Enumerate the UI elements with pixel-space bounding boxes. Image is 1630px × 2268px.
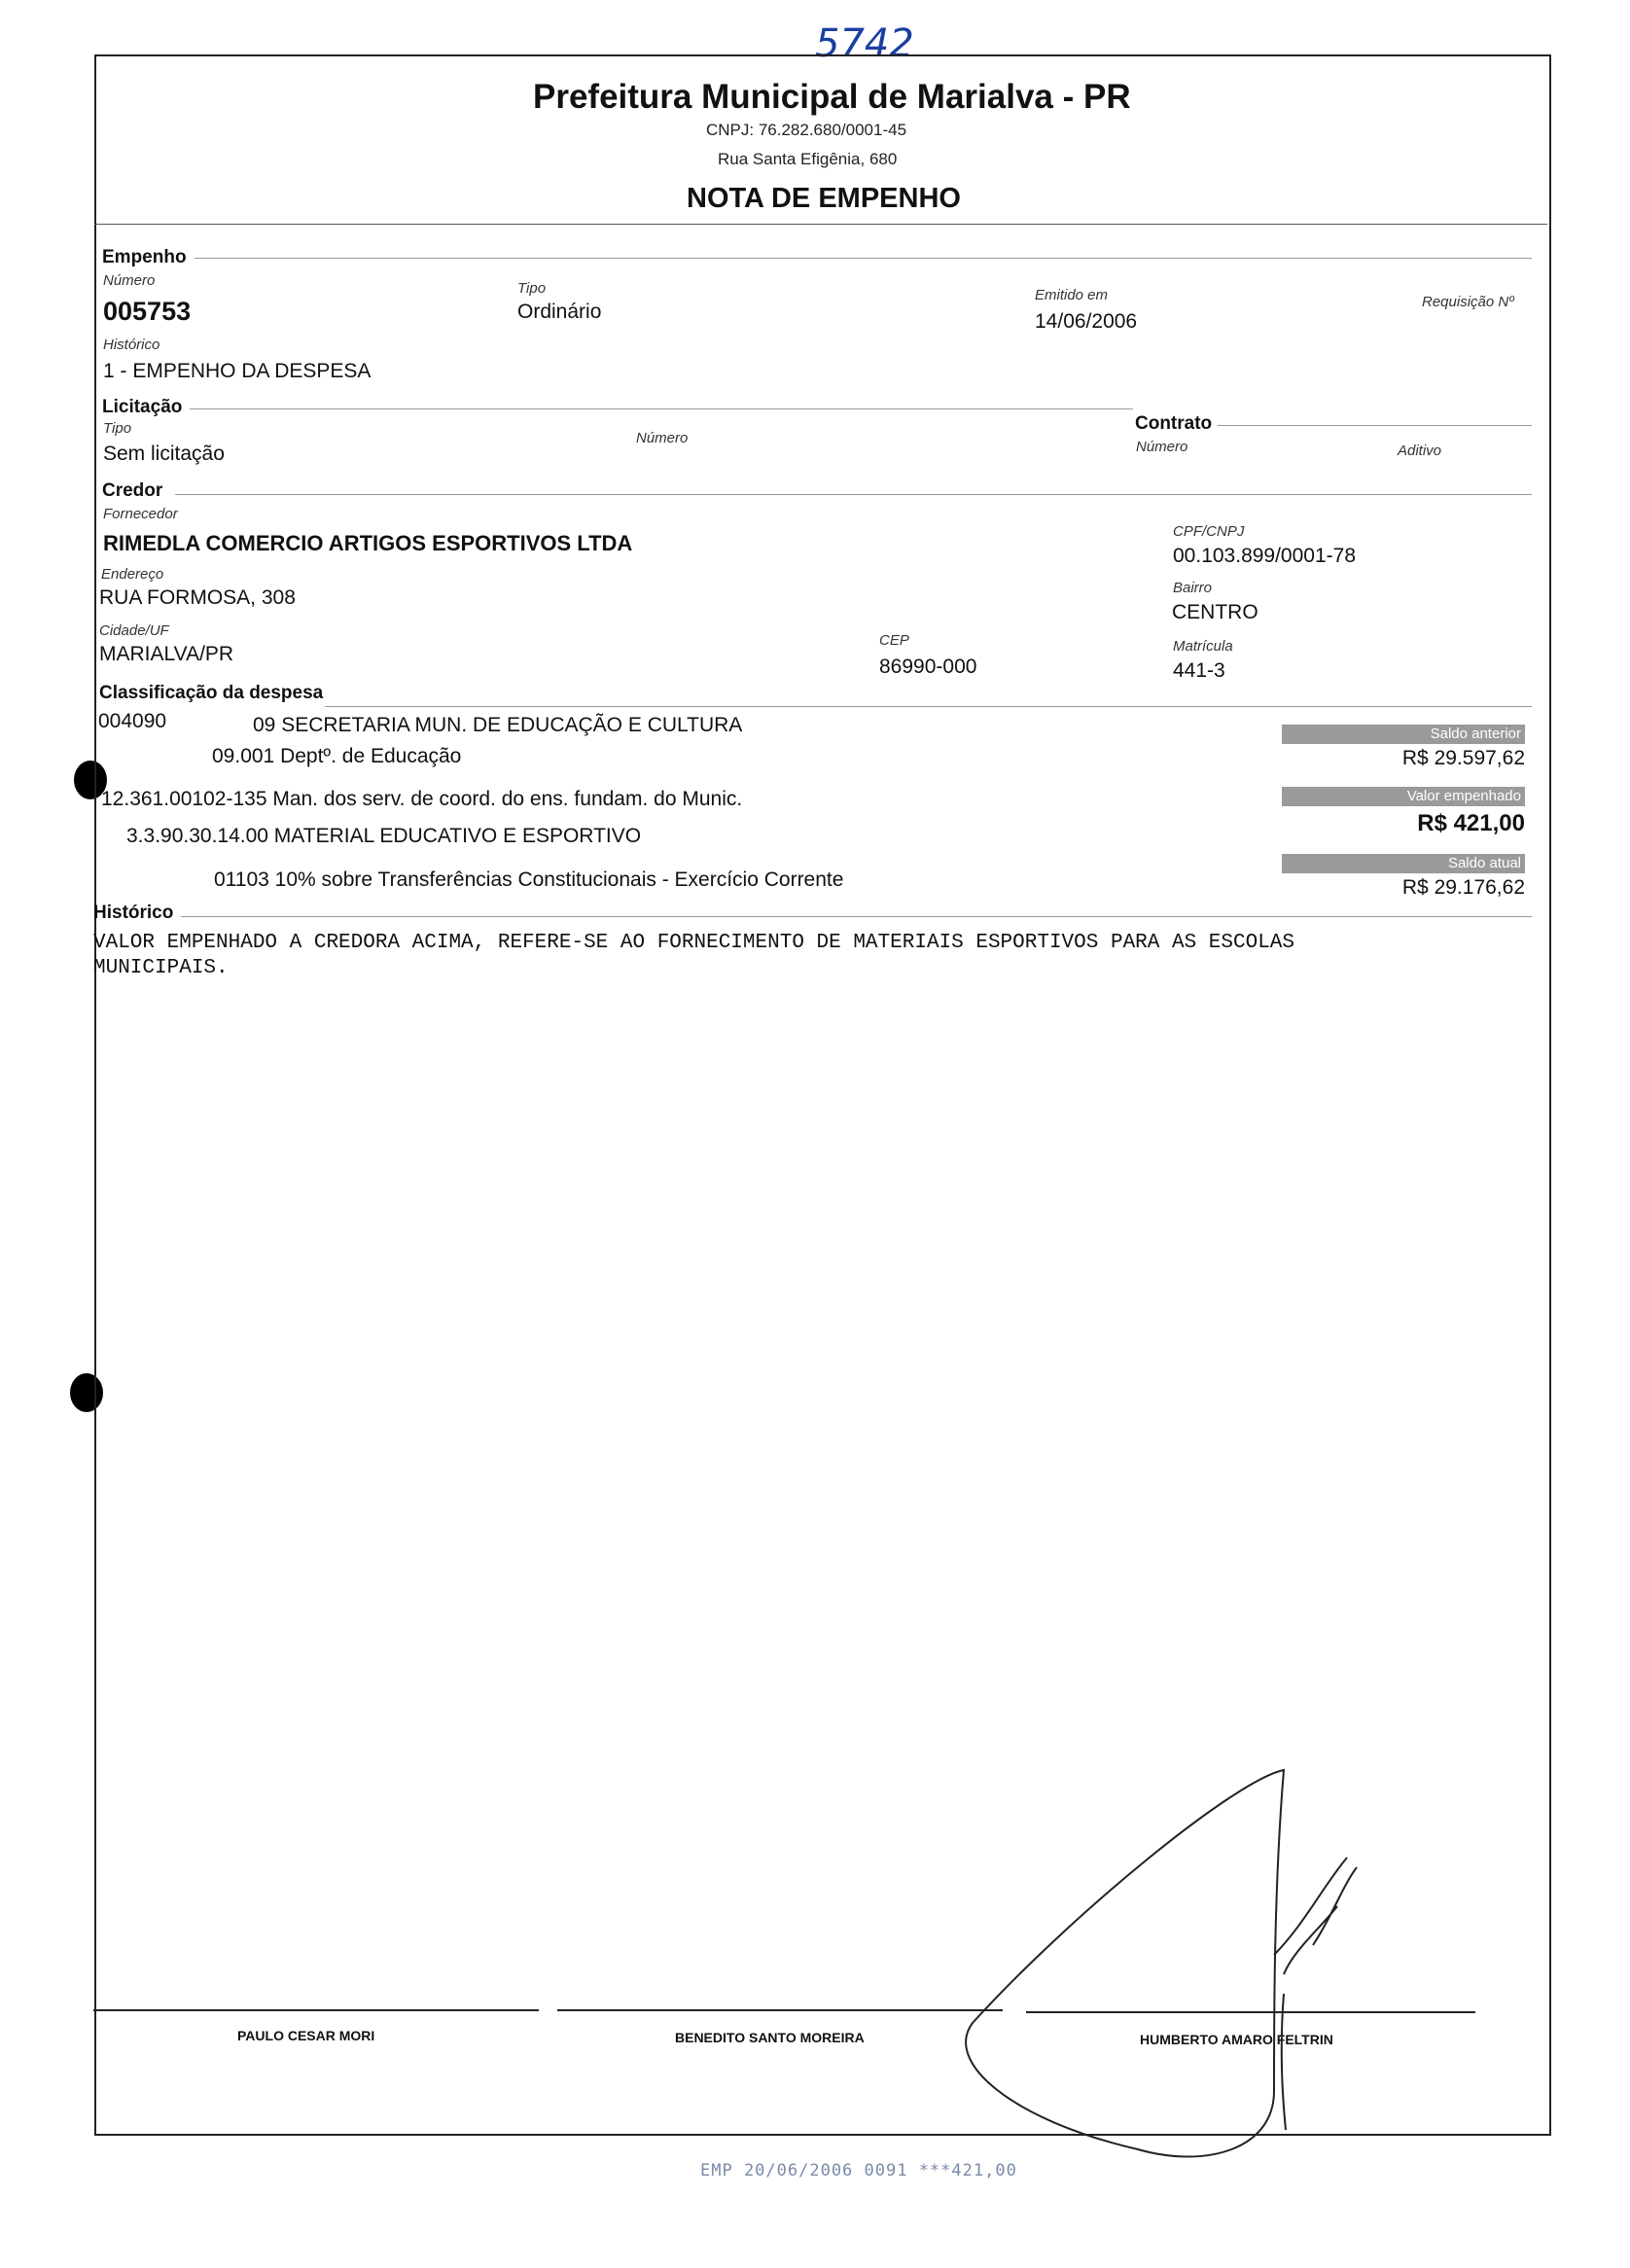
empenho-historico: 1 - EMPENHO DA DESPESA: [103, 360, 372, 382]
licitacao-numero-label: Número: [636, 430, 689, 446]
empenho-emitido-label: Emitido em: [1035, 287, 1109, 303]
empenho-numero-label: Número: [103, 272, 156, 289]
credor-cpf-label: CPF/CNPJ: [1173, 523, 1245, 540]
credor-fornecedor: RIMEDLA COMERCIO ARTIGOS ESPORTIVOS LTDA: [103, 531, 633, 555]
credor-endereco: RUA FORMOSA, 308: [99, 586, 296, 609]
signature-line-2: [557, 2009, 1003, 2011]
empenho-requisicao-label: Requisição Nº: [1422, 294, 1514, 310]
empenho-tipo: Ordinário: [517, 301, 602, 323]
signature-name-1: PAULO CESAR MORI: [237, 2028, 375, 2043]
handwritten-page-number: 5742: [815, 21, 914, 66]
credor-cep-label: CEP: [879, 632, 909, 649]
section-credor: Credor: [102, 480, 163, 501]
classificacao-fonte: 01103 10% sobre Transferências Constitucionais - Exercício Corrente: [214, 868, 844, 891]
credor-cep: 86990-000: [879, 656, 977, 678]
empenho-tipo-label: Tipo: [517, 280, 547, 297]
signature-name-2: BENEDITO SANTO MOREIRA: [675, 2030, 865, 2045]
signature-line-1: [93, 2009, 539, 2011]
contrato-aditivo-label: Aditivo: [1398, 443, 1442, 459]
org-cnpj: CNPJ: 76.282.680/0001-45: [706, 121, 907, 139]
empenho-rule: [195, 258, 1532, 259]
contrato-rule: [1218, 425, 1532, 426]
historico-line-2: MUNICIPAIS.: [93, 957, 229, 979]
credor-fornecedor-label: Fornecedor: [103, 506, 178, 522]
valor-empenhado-value: R$ 421,00: [1417, 810, 1525, 836]
licitacao-tipo: Sem licitação: [103, 443, 225, 465]
credor-matricula: 441-3: [1173, 659, 1225, 682]
org-address: Rua Santa Efigênia, 680: [718, 150, 898, 168]
section-contrato: Contrato: [1135, 413, 1213, 434]
classificacao-orgao: 09 SECRETARIA MUN. DE EDUCAÇÃO E CULTURA: [253, 714, 743, 736]
saldo-anterior-label: Saldo anterior: [1282, 725, 1525, 744]
section-licitacao: Licitação: [102, 397, 183, 417]
empenho-numero: 005753: [103, 297, 192, 326]
classificacao-code: 004090: [98, 710, 167, 732]
handwritten-signature: [953, 1741, 1362, 2169]
credor-cidade-label: Cidade/UF: [99, 622, 169, 639]
saldo-anterior-value: R$ 29.597,62: [1401, 747, 1525, 769]
licitacao-tipo-label: Tipo: [103, 420, 132, 437]
section-classificacao: Classificação da despesa: [99, 683, 324, 703]
credor-rule: [175, 494, 1532, 495]
credor-bairro-label: Bairro: [1173, 580, 1213, 596]
credor-bairro: CENTRO: [1172, 601, 1258, 623]
credor-endereco-label: Endereço: [101, 566, 164, 583]
section-empenho: Empenho: [102, 247, 187, 267]
document-title: NOTA DE EMPENHO: [687, 183, 961, 214]
classificacao-rule: [325, 706, 1532, 707]
empenho-historico-label: Histórico: [103, 337, 160, 353]
header-divider: [94, 224, 1547, 225]
contrato-numero-label: Número: [1136, 439, 1188, 455]
bottom-stamp: EMP 20/06/2006 0091 ***421,00: [700, 2161, 1017, 2180]
historico-line-1: VALOR EMPENHADO A CREDORA ACIMA, REFERE-SE AO FORNECIMENTO DE MATERIAIS ESPORTIVOS PARA AS ESCOLAS: [93, 932, 1295, 954]
historico-rule: [181, 916, 1532, 917]
empenho-emitido: 14/06/2006: [1035, 310, 1138, 333]
credor-cidade: MARIALVA/PR: [99, 643, 234, 665]
saldo-atual-value: R$ 29.176,62: [1401, 876, 1525, 899]
valor-empenhado-label: Valor empenhado: [1282, 787, 1525, 806]
section-historico: Histórico: [93, 903, 174, 923]
classificacao-funcional: 12.361.00102-135 Man. dos serv. de coord. do ens. fundam. do Munic.: [101, 788, 743, 810]
classificacao-unidade: 09.001 Deptº. de Educação: [212, 745, 462, 767]
classificacao-elemento: 3.3.90.30.14.00 MATERIAL EDUCATIVO E ESPORTIVO: [126, 825, 642, 847]
saldo-atual-label: Saldo atual: [1282, 854, 1525, 873]
signature-name-3: HUMBERTO AMARO FELTRIN: [1140, 2032, 1333, 2047]
credor-matricula-label: Matrícula: [1173, 638, 1233, 655]
credor-cpf: 00.103.899/0001-78: [1173, 545, 1357, 567]
org-title: Prefeitura Municipal de Marialva - PR: [533, 78, 1131, 116]
licitacao-rule: [190, 408, 1133, 409]
